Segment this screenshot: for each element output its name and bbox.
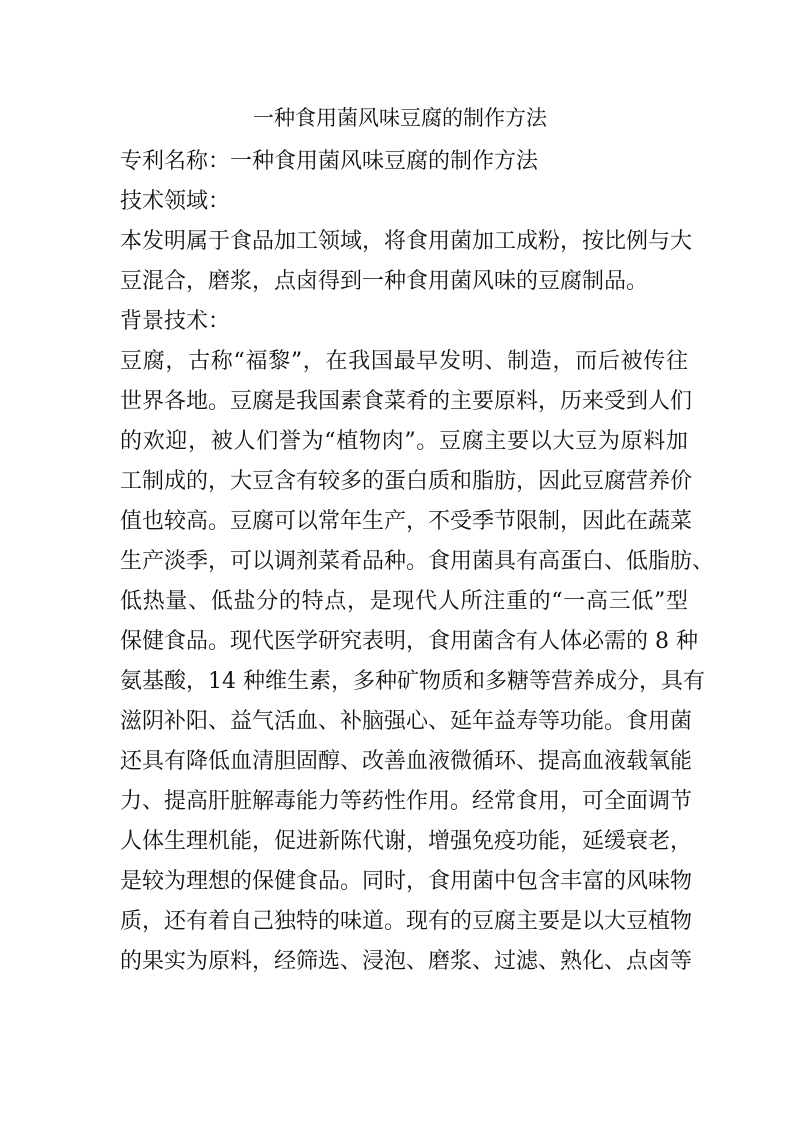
paragraph-line: 人体生理机能，促进新陈代谢，增强免疫功能，延缓衰老， <box>120 829 693 854</box>
paragraph-line: 世界各地。豆腐是我国素食菜肴的主要原料，历来受到人们 <box>120 389 693 414</box>
paragraph-line: 还具有降低血清胆固醇、改善血液微循环、提高血液载氧能 <box>120 749 693 774</box>
paragraph-line: 保健食品。现代医学研究表明，食用菌含有人体必需的 8 种 <box>120 629 698 654</box>
paragraph-line: 氨基酸，14 种维生素，多种矿物质和多糖等营养成分，具有 <box>120 669 705 694</box>
paragraph-line: 生产淡季，可以调剂菜肴品种。食用菌具有高蛋白、低脂肪、 <box>120 549 715 574</box>
paragraph-line: 的果实为原料，经筛选、浸泡、磨浆、过滤、熟化、点卤等 <box>120 949 693 974</box>
paragraph-line: 豆腐，古称“福黎”，在我国最早发明、制造，而后被传往 <box>120 349 688 374</box>
paragraph-line: 豆混合，磨浆，点卤得到一种食用菌风味的豆腐制品。 <box>120 269 649 294</box>
paragraph-line: 质，还有着自己独特的味道。现有的豆腐主要是以大豆植物 <box>120 909 693 934</box>
section-heading-background: 背景技术： <box>120 309 231 334</box>
document-body <box>120 142 715 982</box>
patent-name-line: 专利名称：一种食用菌风味豆腐的制作方法 <box>120 149 539 174</box>
section-heading-technical-field: 技术领域： <box>120 189 231 214</box>
paragraph-line: 是较为理想的保健食品。同时，食用菌中包含丰富的风味物 <box>120 869 693 894</box>
document-title: 一种食用菌风味豆腐的制作方法 <box>253 106 547 130</box>
paragraph-line: 低热量、低盐分的特点，是现代人所注重的“一高三低”型 <box>120 589 688 614</box>
paragraph-line: 工制成的，大豆含有较多的蛋白质和脂肪，因此豆腐营养价 <box>120 469 693 494</box>
paragraph-line: 力、提高肝脏解毒能力等药性作用。经常食用，可全面调节 <box>120 789 693 814</box>
paragraph-line: 本发明属于食品加工领域，将食用菌加工成粉，按比例与大 <box>120 229 693 254</box>
paragraph-line: 值也较高。豆腐可以常年生产，不受季节限制，因此在蔬菜 <box>120 509 693 534</box>
paragraph-line: 滋阴补阳、益气活血、补脑强心、延年益寿等功能。食用菌 <box>120 709 693 734</box>
paragraph-line: 的欢迎，被人们誉为“植物肉”。豆腐主要以大豆为原料加 <box>120 429 688 454</box>
